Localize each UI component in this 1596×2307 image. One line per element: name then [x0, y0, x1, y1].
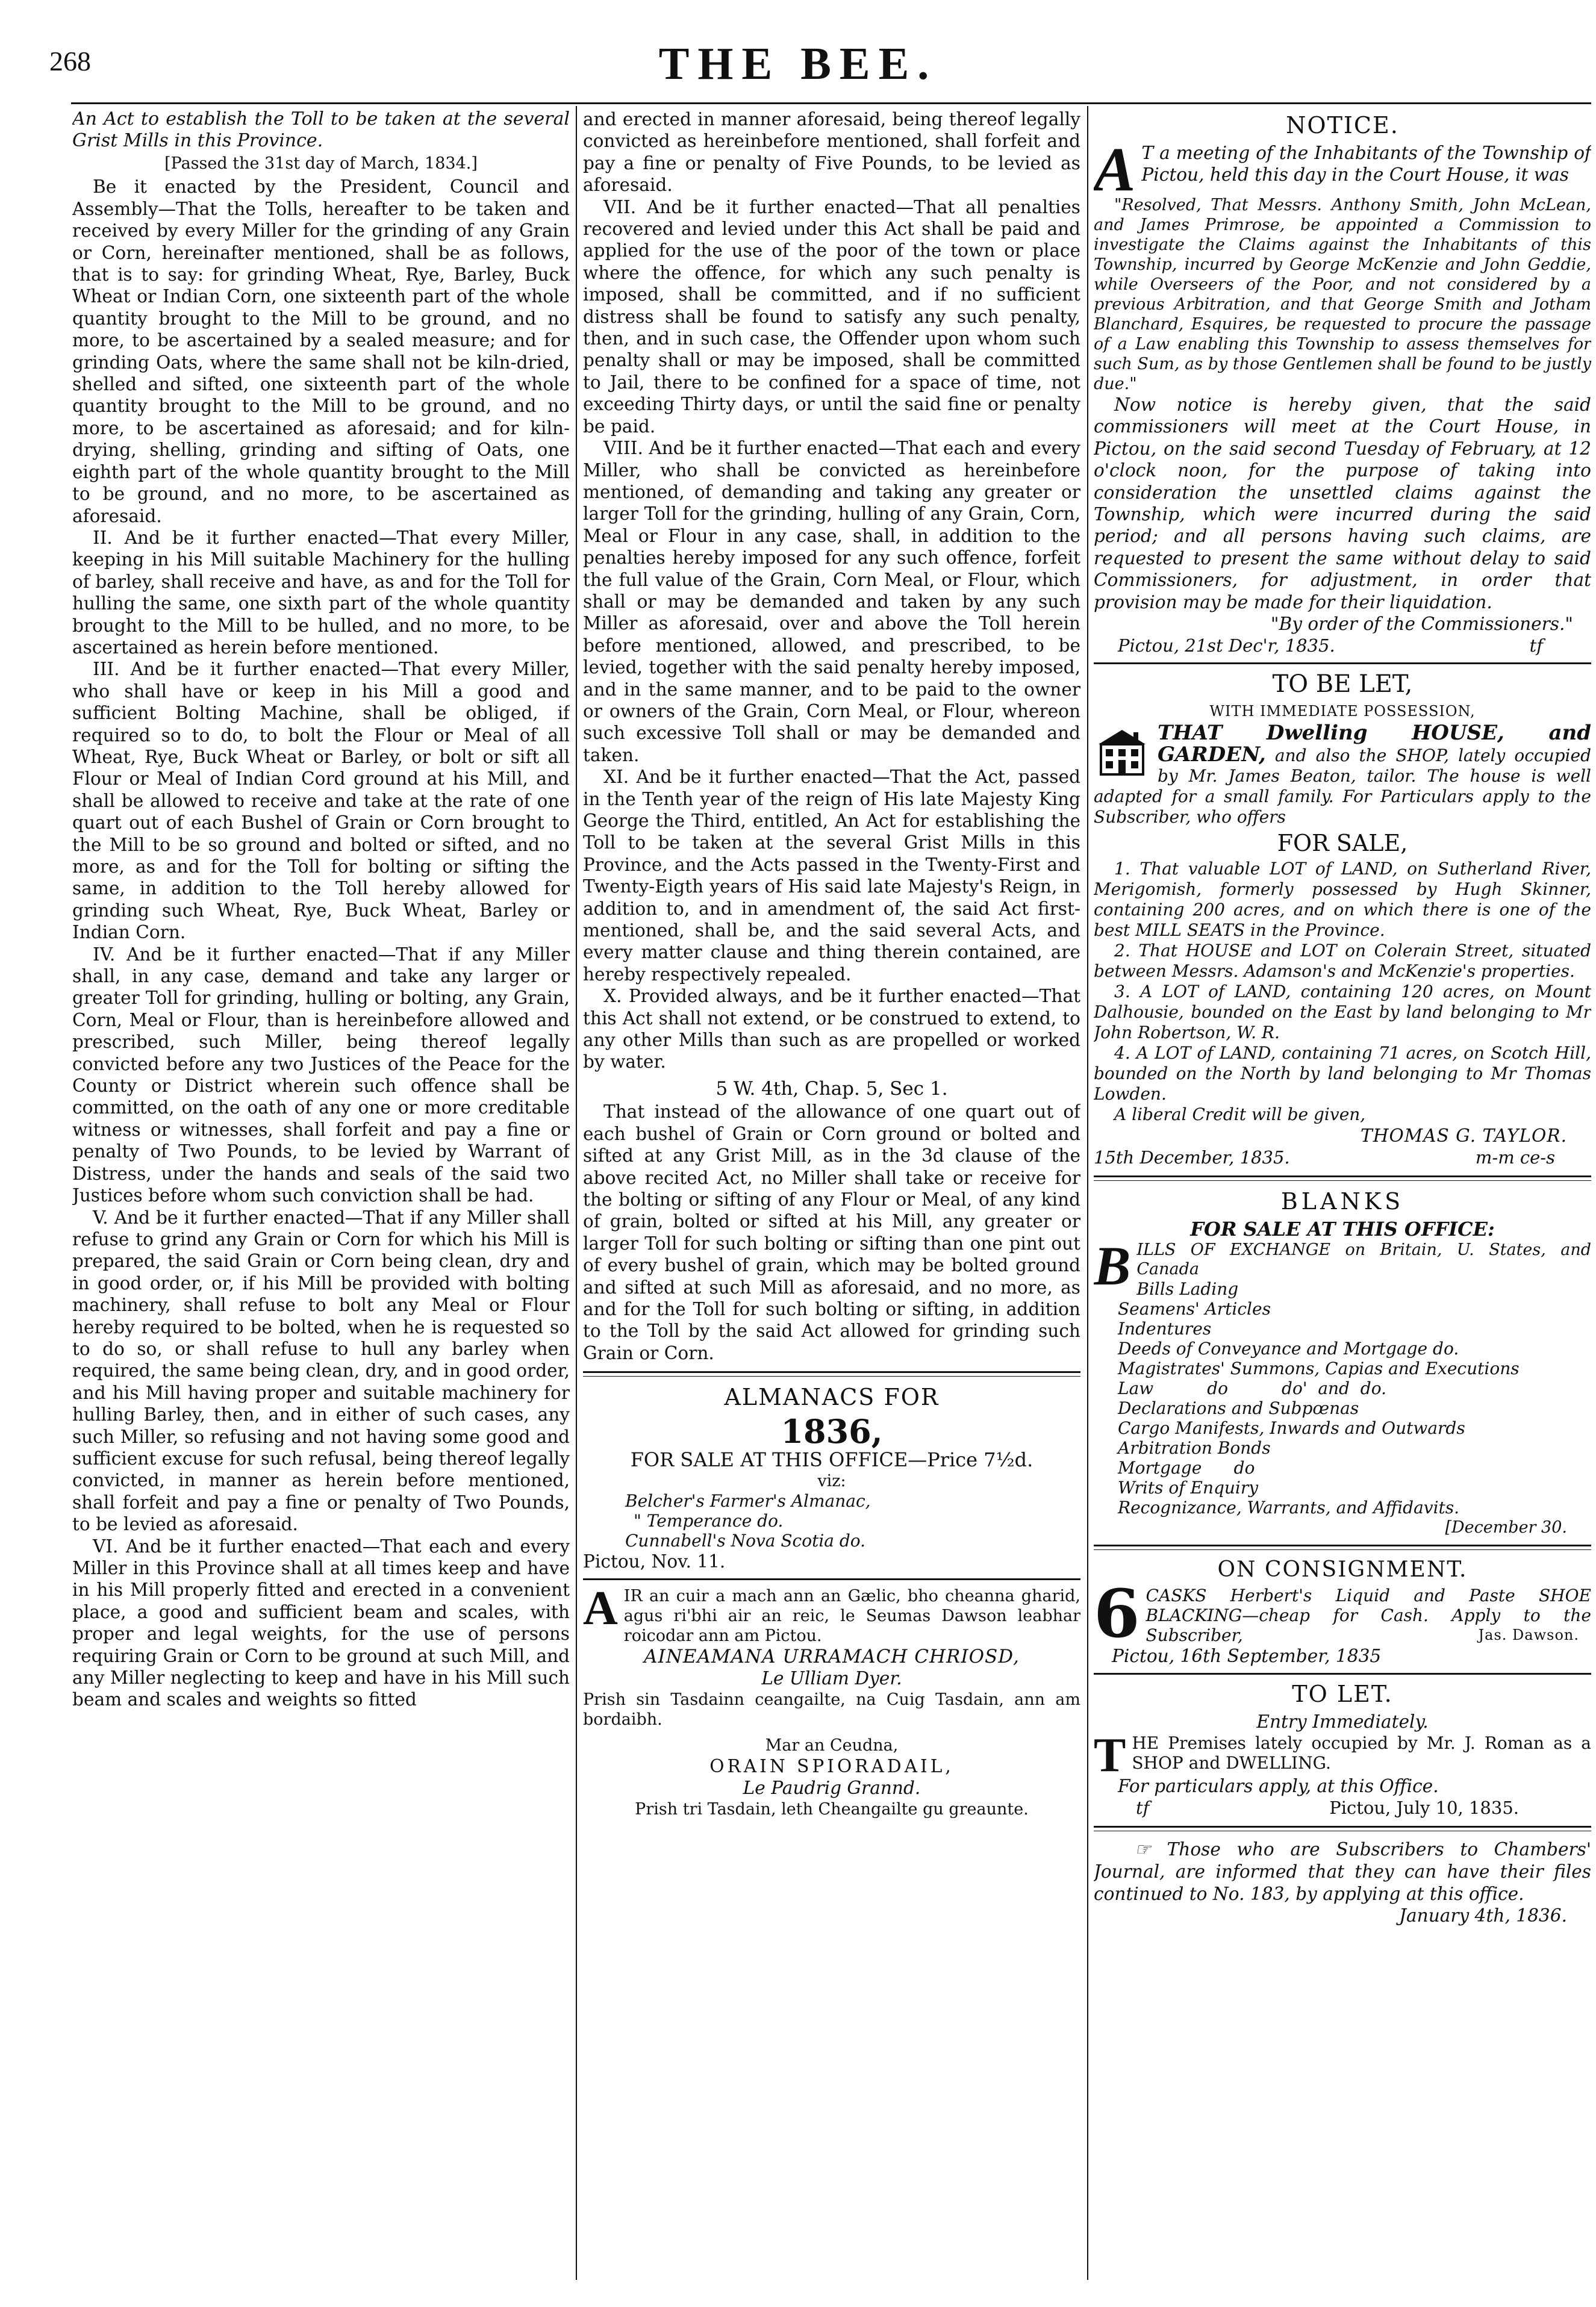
act-paragraph: V. And be it further enacted—That if any Miller shall refuse to grind any Grain or Corn for which his Mill is prepared, the said Grain or Corn being clean, dry and in good order, or, if his Mill be provided with bolting machinery, shall refuse to bolt any Meal or Flour hereby required to be bolted, when he is requested so to do so, or shall refuse to hull any barley when required, the same being clean, dry, and in good order, and his Mill having proper and suitable machinery for hulling Barley, then, and in either of such cases, any such Miller, so refusing and not having some good and sufficient excuse for such refusal, being thereof legally convicted, in manner as herein before mentioned, shall forfeit and pay a fine or penalty of Two Pounds, to be levied as aforesaid.	[72, 1207, 570, 1535]
masthead	[0, 33, 1596, 99]
blanks-ad	[1094, 1188, 1591, 1537]
gaelic-price: Prish sin Tasdainn ceangailte, na Cuig Tasdain, ann am bordaibh.	[583, 1690, 1080, 1729]
consignment-name: Jas. Dawson.	[1478, 1626, 1579, 1643]
notice-intro: T a meeting of the Inhabitants of the Township of Pictou, held this day in the Court House, it was	[1141, 143, 1591, 185]
gaelic-book-title-2: ORAIN SPIORADAIL,	[709, 1755, 954, 1776]
chambers-date: January 4th, 1836.	[1399, 1905, 1567, 1926]
blank-item: Deeds of Conveyance and Mortgage do.	[1118, 1338, 1459, 1359]
to-let-2-heading: TO LET.	[1292, 1681, 1393, 1708]
gaelic-text: IR an cuir a mach ann an Gælic, bho cheanna gharid, agus ri'bhi air an reic, le Seumas Dawson leabhar roicodar ann am Pictou.	[623, 1586, 1080, 1645]
act-paragraph: and erected in manner aforesaid, being thereof legally convicted as hereinbefore mentioned, shall forfeit and pay a fine or penalty of Five Pounds, to be levied as aforesaid.	[583, 109, 1080, 196]
pointing-hand-icon: ☞	[1135, 1838, 1151, 1860]
sale-item: 4. A LOT of LAND, containing 71 acres, on Scotch Hill, bounded on the North by land belonging to Mr Thomas Lowden.	[1094, 1042, 1591, 1104]
gaelic-ad	[583, 1581, 1080, 1819]
chambers-text: Those who are Subscribers to Chambers' Journal, are informed that they can have their files continued to No. 183, by applying at this office.	[1094, 1838, 1591, 1904]
credit-note: A liberal Credit will be given,	[1114, 1104, 1366, 1124]
to-let-ad-2	[1094, 1681, 1591, 1819]
chambers-notice	[1094, 1838, 1591, 1927]
section-rule	[583, 1578, 1080, 1580]
act-paragraph: X. Provided always, and be it further enacted—That this Act shall not extend, or be construed to extend, to any other Mills than such as are propelled or worked by water.	[583, 986, 1080, 1073]
act2-text: That instead of the allowance of one quart out of each bushel of Grain or Corn ground or bolted and sifted at any Grist Mill, as in the 3d clause of the above recited Act, no Miller shall take or receive for the bolting or sifting of any Flour or Meal, of any kind of grain, bolted or sifted at his Mill, any greater or larger Toll for such bolting or sifting than one pint out of every bushel of grain, which may be bolted ground and sifted at such Mill as aforesaid, and no more, as and for the Toll for such bolting or sifting, in addition to the Toll by the said Act allowed for grinding such Grain or Corn.	[583, 1101, 1080, 1363]
gaelic-price-2: Prish tri Tasdain, leth Cheangailte gu greaunte.	[635, 1799, 1029, 1819]
blanks-first: ILLS OF EXCHANGE on Britain, U. States, and Canada	[1136, 1240, 1591, 1278]
blank-item: Recognizance, Warrants, and Affidavits.	[1118, 1497, 1460, 1518]
notice-dropcap: A	[1094, 135, 1136, 204]
section-rule	[1094, 1545, 1591, 1550]
act-paragraph: XI. And be it further enacted—That the Act, passed in the Tenth year of the reign of His late Majesty King George the Third, entitled, An Act for establishing the Toll to be taken at the several Grist Mills in this Province, and the Acts passed in the Twenty-First and Twenty-Eigth years of His said late Majesty's Reign, in addition to, and in amendment of, the said Act first-mentioned, shall be, and the said several Acts, and every matter clause and thing therein contained, are hereby respectively repealed.	[583, 767, 1080, 985]
notice-heading: NOTICE.	[1286, 112, 1399, 139]
notice-mark: tf	[1529, 635, 1543, 656]
to-let-date: 15th December, 1835.	[1094, 1147, 1290, 1168]
to-let-2-dropcap: T	[1094, 1728, 1126, 1782]
act-paragraph: VII. And be it further enacted—That all penalties recovered and levied under this Act shall be paid and applied for the use of the poor of the town or place where the offence, for which any such penalty is imposed, shall be committed, and if no sufficient distress shall be found to satisfy any such penalty, then, and in such case, the Offender upon whom such penalty shall or may be imposed, shall be committed to Jail, there to be confined for a space of time, not exceeding Thirty days, or until the said fine or penalty be paid.	[583, 196, 1080, 437]
to-let-text: and also the SHOP, lately occupied by Mr. James Beaton, tailor. The house is well adapted for a small family. For Particulars apply to the Subscriber, who offers	[1094, 745, 1591, 827]
section-rule	[1094, 1673, 1591, 1675]
to-let-subheading: WITH IMMEDIATE POSSESSION,	[1209, 703, 1476, 720]
page-number: 268	[49, 46, 91, 76]
blank-item: Writs of Enquiry	[1118, 1477, 1259, 1498]
newspaper-title: THE BEE.	[658, 39, 938, 89]
act-paragraph: III. And be it further enacted—That every Miller, who shall have or keep in his Mill a good and sufficient Bolting Machine, shall be obliged, if required so to do, to bolt the Flour or Meal of all Wheat, Rye, Buck Wheat or Barley, or bolt or sift all Flour or Meal of Indian Cord ground at his Mill, and shall be allowed to receive and take at the rate of one quart out of each Bushel of Grain or Corn brought to the Mill to be so ground and bolted or sifted, and no more, as and for the Toll for bolting or sifting the same, in addition to the Toll hereby allowed for grinding such Wheat, Rye, Buck Wheat, Barley or Indian Corn.	[72, 659, 570, 943]
blank-item: Law do do' and do.	[1118, 1378, 1386, 1398]
gaelic-dropcap: A	[583, 1581, 618, 1635]
almanacs-year: 1836,	[781, 1412, 883, 1451]
almanacs-sale-line: FOR SALE AT THIS OFFICE—Price 7½d.	[630, 1448, 1033, 1472]
to-let-2-subheading: Entry Immediately.	[1256, 1711, 1429, 1733]
section-rule	[1094, 662, 1591, 664]
for-sale-heading: FOR SALE,	[1277, 829, 1408, 856]
blanks-heading: BLANKS	[1280, 1188, 1404, 1215]
act-paragraph: VI. And be it further enacted—That each and every Miller in this Province shall at all times keep and have in his Mill properly fitted and erected in a convenient place, a good and sufficient beam and scales, with proper and legal weights, for the use of persons requiring Grain or Corn to be ground at such Mill, and any Miller neglecting to keep and have in his Mill such beam and scales and weights so fitted	[72, 1536, 570, 1710]
sale-item: 1. That valuable LOT of LAND, on Sutherland River, Merigomish, formerly possessed by Hugh Skinner, containing 200 acres, and on which there is one of the best MILL SEATS in the Province.	[1094, 858, 1591, 940]
notice-ad	[1094, 112, 1591, 656]
act-passed-date: [Passed the 31st day of March, 1834.]	[164, 154, 478, 173]
blank-item: Mortgage do	[1118, 1457, 1255, 1478]
gaelic-also: Mar an Ceudna,	[765, 1736, 899, 1755]
blanks-date: [December 30.	[1445, 1518, 1567, 1537]
almanacs-ad	[583, 1384, 1080, 1572]
blank-item: Cargo Manifests, Inwards and Outwards	[1118, 1418, 1465, 1438]
consignment-dropcap: 6	[1094, 1574, 1140, 1652]
section-rule	[1094, 1826, 1591, 1831]
almanacs-viz: viz:	[817, 1471, 846, 1490]
section-rule	[583, 1371, 1080, 1377]
blank-item: Indentures	[1118, 1318, 1212, 1339]
notice-date: Pictou, 21st Dec'r, 1835.	[1118, 635, 1335, 656]
house-icon	[1094, 726, 1150, 777]
consignment-ad	[1094, 1557, 1591, 1667]
consignment-text: CASKS Herbert's Liquid and Paste SHOE BLACKING—cheap for Cash. Apply to the Subscriber,	[1146, 1585, 1591, 1645]
almanacs-heading: ALMANACS FOR	[724, 1384, 940, 1411]
blank-item: Seamens' Articles	[1118, 1298, 1271, 1319]
column-divider-1	[576, 106, 577, 2280]
to-let-bold: THAT Dwelling HOUSE, and GARDEN,	[1158, 720, 1591, 767]
almanac-item: Cunnabell's Nova Scotia do.	[625, 1530, 866, 1551]
column-1	[72, 108, 570, 2283]
seller-signature: THOMAS G. TAYLOR.	[1361, 1125, 1567, 1146]
to-let-2-date: Pictou, July 10, 1835.	[1329, 1797, 1519, 1818]
blank-item: Arbitration Bonds	[1118, 1437, 1271, 1458]
blank-item: Magistrates' Summons, Capias and Executions	[1118, 1358, 1520, 1378]
act-paragraph: IV. And be it further enacted—That if any Miller shall, in any case, demand and take any larger or greater Toll for grinding, hulling or bolting, any Grain, Corn, Meal or Flour, than is hereinbefore allowed and prescribed, such Miller, being thereof legally convicted before any two Justices of the Peace for the County or District wherein such offence shall be committed, on the oath of any one or more creditable witness or witnesses, shall forfeit and pay a fine or penalty of Two Pounds, to be levied by Warrant of Distress, under the hands and seals of the said two Justices before whom such conviction shall be had.	[72, 944, 570, 1206]
masthead-rule	[71, 102, 1591, 104]
gaelic-book-title: AINEAMANA URRAMACH CHRIOSD,	[644, 1645, 1020, 1667]
notice-resolution: "Resolved, That Messrs. Anthony Smith, John McLean, and James Primrose, be appointed a Commission to investigate the Claims against the Inhabitants of this Township, incurred by George McKenzie and John Geddie, while Overseers of the Poor, and not considered by a previous Arbitration, and that George Smith and Jotham Blanchard, Esquires, be requested to procure the passage of a Law enabling this Township to assess themselves for such Sum, as by those Gentlemen shall be found to be justly due."	[1094, 196, 1591, 393]
almanac-item: " Temperance do.	[634, 1510, 784, 1531]
consignment-heading: ON CONSIGNMENT.	[1217, 1557, 1468, 1582]
gaelic-author: Le Ulliam Dyer.	[761, 1668, 902, 1689]
act-paragraph: Be it enacted by the President, Council and Assembly—That the Tolls, hereafter to be taken and received by every Miller for the grinding of any Grain or Corn, hereinafter mentioned, shall be as follows, that is to say: for grinding Wheat, Rye, Barley, Buck Wheat or Indian Corn, one sixteenth part of the whole quantity brought to the Mill to be ground, and no more, to be ascertained by a sealed measure; and for grinding Oats, where the same shall not be kiln-dried, shelled and sifted, one sixteenth part of the whole quantity brought to the Mill to be ground, and no more, to be ascertained as aforesaid; and for kiln-drying, shelling, grinding and sifting of Oats, one eighth part of the whole quantity brought to the Mill to be ground, and no more, to be ascertained as aforesaid.	[72, 176, 570, 526]
almanacs-date: Pictou, Nov. 11.	[583, 1551, 726, 1572]
blanks-dropcap: B	[1094, 1234, 1131, 1297]
column-3	[1094, 108, 1591, 2283]
act-paragraph: II. And be it further enacted—That every Miller, keeping in his Mill suitable Machinery for the hulling of barley, shall receive and have, as and for the Toll for hulling the same, one sixth part of the whole quantity brought to the Mill to be hulled, and no more, to be ascertained as herein before mentioned.	[72, 527, 570, 658]
act-title: An Act to establish the Toll to be taken at the several Grist Mills in this Province.	[72, 108, 570, 151]
gaelic-author-2: Le Paudrig Grannd.	[743, 1778, 921, 1799]
column-divider-2	[1087, 106, 1088, 2280]
blank-item: Bills Lading	[1136, 1278, 1239, 1299]
consignment-date: Pictou, 16th September, 1835	[1112, 1645, 1382, 1666]
blank-item: Declarations and Subpœnas	[1118, 1398, 1359, 1418]
notice-text: Now notice is hereby given, that the said commissioners will meet at the Court House, in Pictou, on the said second Tuesday of February, at 12 o'clock noon, for the purpose of taking into consideration the unsettled claims against the Township, which were incurred during the said period; and all persons having such claims, are requested to present the same without delay to said Commissioners, for adjustment, in order that provision may be made for their liquidation.	[1094, 394, 1591, 612]
act2-heading: 5 W. 4th, Chap. 5, Sec 1.	[715, 1077, 948, 1100]
to-let-heading: TO BE LET,	[1272, 670, 1413, 699]
to-be-let-ad	[1094, 670, 1591, 1168]
act-paragraph: VIII. And be it further enacted—That each and every Miller, who shall be convicted as hereinbefore mentioned, of demanding and taking any greater or larger Toll for the grinding, hulling of any Grain, Corn, Meal or Flour in any case, shall, in addition to the penalties hereby imposed for any such offence, forfeit the full value of the Grain, Corn Meal, or Flour, which shall or may be demanded and taken by any such Miller as aforesaid, over and above the Toll herein before mentioned, allowed, and prescribed, to be levied, together with the said penalty hereby imposed, and in the same manner, and to be paid to the owner or owners of the Grain, Corn Meal, or Flour, whereon such excessive Toll shall or may be demanded and taken.	[583, 438, 1080, 765]
column-2	[583, 108, 1080, 2283]
notice-order: "By order of the Commissioners."	[1270, 614, 1573, 635]
sale-item: 2. That HOUSE and LOT on Colerain Street, situated between Messrs. Adamson's and McKenzie's properties.	[1094, 940, 1591, 981]
to-let-2-mark: tf	[1136, 1797, 1150, 1818]
section-rule	[1094, 1175, 1591, 1181]
to-let-2-text: HE Premises lately occupied by Mr. J. Roman as a SHOP and DWELLING.	[1132, 1733, 1591, 1773]
blanks-subheading: FOR SALE AT THIS OFFICE:	[1190, 1218, 1495, 1241]
sale-item: 3. A LOT of LAND, containing 120 acres, on Mount Dalhousie, bounded on the East by land belonging to Mr John Robertson, W. R.	[1094, 981, 1591, 1042]
almanac-item: Belcher's Farmer's Almanac,	[625, 1490, 871, 1511]
to-let-mark: m-m ce-s	[1475, 1147, 1555, 1168]
to-let-2-particulars: For particulars apply, at this Office.	[1118, 1775, 1439, 1796]
